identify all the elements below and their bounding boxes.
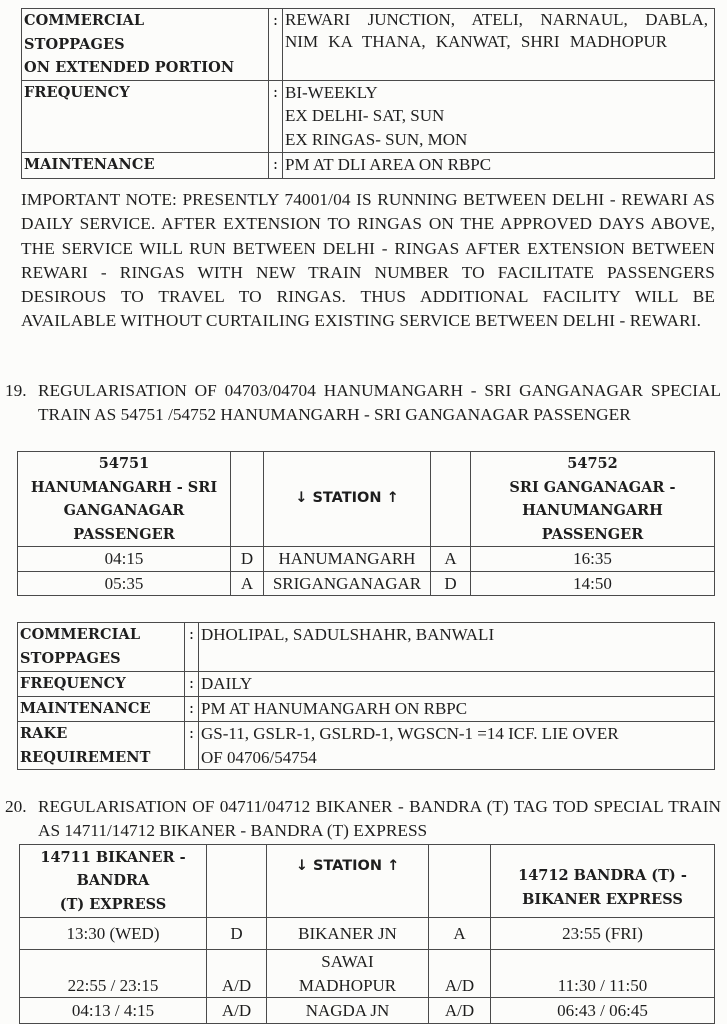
station-name: NAGDA JN (267, 998, 429, 1024)
down-time: 16:35 (471, 547, 715, 572)
info-row-rake-requirement (18, 722, 715, 770)
timetable-row (18, 547, 715, 572)
important-note: IMPORTANT NOTE: PRESENTLY 74001/04 IS RUNNING BETWEEN DELHI - REWARI AS DAILY SERVICE. AFTER EXTENSION TO RINGAS ON THE APPROVED DAYS ABOVE, THE SERVICE WILL RUN BETWEEN DELHI - RINGAS AFTER EXTENSION BETWEEN REWARI - RINGAS WITH NEW TRAIN NUMBER TO FACILITATE PASSENGERS DESIROUS TO TRAVEL TO RINGAS. THUS ADDITIONAL FACILITY WILL BE AVAILABLE WITHOUT CURTAILING EXISTING SERVICE BETWEEN DELHI - REWARI. (21, 190, 715, 331)
section-18-info-table (21, 8, 715, 179)
info-colon: : (185, 722, 199, 770)
info-colon: : (269, 9, 283, 81)
info-colon: : (185, 623, 199, 672)
info-colon: : (269, 80, 283, 152)
down-train-header: 54752 SRI GANGANAGAR - HANUMANGARH PASSENGER (471, 452, 715, 547)
up-time: 22:55 / 23:15 (20, 950, 207, 998)
down-time: 14:50 (471, 571, 715, 596)
up-arr-dep: A/D (207, 998, 267, 1024)
up-arr-dep: A (231, 571, 264, 596)
section-20-timetable (19, 844, 715, 1024)
info-colon: : (185, 672, 199, 697)
section-number: 19. (5, 381, 27, 400)
info-row-commercial-stoppages (22, 9, 715, 81)
section-19-heading (5, 379, 721, 454)
down-arr-dep: A (431, 547, 471, 572)
station-name: HANUMANGARH (264, 547, 431, 572)
up-time: 13:30 (WED) (20, 918, 207, 950)
section-20-heading (5, 795, 721, 845)
info-row-frequency (22, 80, 715, 152)
info-label: MAINTENANCE (18, 697, 185, 722)
arr-dep-header (207, 845, 267, 918)
section-title: REGULARISATION OF 04711/04712 BIKANER - BANDRA (T) TAG TOD SPECIAL TRAIN AS 14711/14712 BIKANER - BANDRA (T) EXPRESS (38, 797, 721, 841)
arr-dep-header (431, 452, 471, 547)
station-header: ↓ STATION ↑ (267, 845, 429, 918)
timetable-header-row (20, 845, 715, 918)
info-label: FREQUENCY (18, 672, 185, 697)
info-value: PM AT HANUMANGARH ON RBPC (199, 697, 715, 722)
up-time: 05:35 (18, 571, 231, 596)
up-arr-dep: D (231, 547, 264, 572)
info-colon: : (269, 152, 283, 178)
up-time: 04:15 (18, 547, 231, 572)
info-row-commercial-stoppages (18, 623, 715, 672)
down-train-header: 14712 BANDRA (T) - BIKANER EXPRESS (491, 845, 715, 918)
timetable-row (18, 571, 715, 596)
info-value: BI-WEEKLY EX DELHI- SAT, SUN EX RINGAS- SUN, MON (283, 80, 715, 152)
section-19-timetable (17, 451, 715, 596)
down-arr-dep: A (429, 918, 491, 950)
down-arr-dep: A/D (429, 998, 491, 1024)
info-row-maintenance (22, 152, 715, 178)
station-name: BIKANER JN (267, 918, 429, 950)
info-label: RAKE REQUIREMENT (18, 722, 185, 770)
timetable-row (20, 998, 715, 1024)
section-number: 20. (5, 797, 27, 816)
down-time: 06:43 / 06:45 (491, 998, 715, 1024)
info-label: COMMERCIAL STOPPAGES (18, 623, 185, 672)
info-label: MAINTENANCE (22, 152, 269, 178)
info-value: REWARI JUNCTION, ATELI, NARNAUL, DABLA, NIM KA THANA, KANWAT, SHRI MADHOPUR (283, 9, 715, 81)
down-arr-dep: D (431, 571, 471, 596)
info-colon: : (185, 697, 199, 722)
info-row-frequency (18, 672, 715, 697)
info-value: DHOLIPAL, SADULSHAHR, BANWALI (199, 623, 715, 672)
info-value: PM AT DLI AREA ON RBPC (283, 152, 715, 178)
down-time: 23:55 (FRI) (491, 918, 715, 950)
timetable-row (20, 918, 715, 950)
info-label: FREQUENCY (22, 80, 269, 152)
station-header: ↓ STATION ↑ (264, 452, 431, 547)
info-row-maintenance (18, 697, 715, 722)
section-19-info-table (17, 622, 715, 770)
up-arr-dep: A/D (207, 950, 267, 998)
arr-dep-header (429, 845, 491, 918)
station-name: SRIGANGANAGAR (264, 571, 431, 596)
info-value: GS-11, GSLR-1, GSLRD-1, WGSCN-1 =14 ICF. LIE OVER OF 04706/54754 (199, 722, 715, 770)
arr-dep-header (231, 452, 264, 547)
info-value: DAILY (199, 672, 715, 697)
info-label: COMMERCIAL STOPPAGES ON EXTENDED PORTION (22, 9, 269, 81)
up-train-header: 14711 BIKANER - BANDRA (T) EXPRESS (20, 845, 207, 918)
up-arr-dep: D (207, 918, 267, 950)
timetable-row (20, 950, 715, 998)
up-time: 04:13 / 4:15 (20, 998, 207, 1024)
up-train-header: 54751 HANUMANGARH - SRI GANGANAGAR PASSENGER (18, 452, 231, 547)
section-title: REGULARISATION OF 04703/04704 HANUMANGARH - SRI GANGANAGAR SPECIAL TRAIN AS 54751 /54752 HANUMANGARH - SRI GANGANAGAR PASSENGER (38, 381, 721, 425)
station-name: SAWAI MADHOPUR (267, 950, 429, 998)
down-time: 11:30 / 11:50 (491, 950, 715, 998)
timetable-header-row (18, 452, 715, 547)
down-arr-dep: A/D (429, 950, 491, 998)
